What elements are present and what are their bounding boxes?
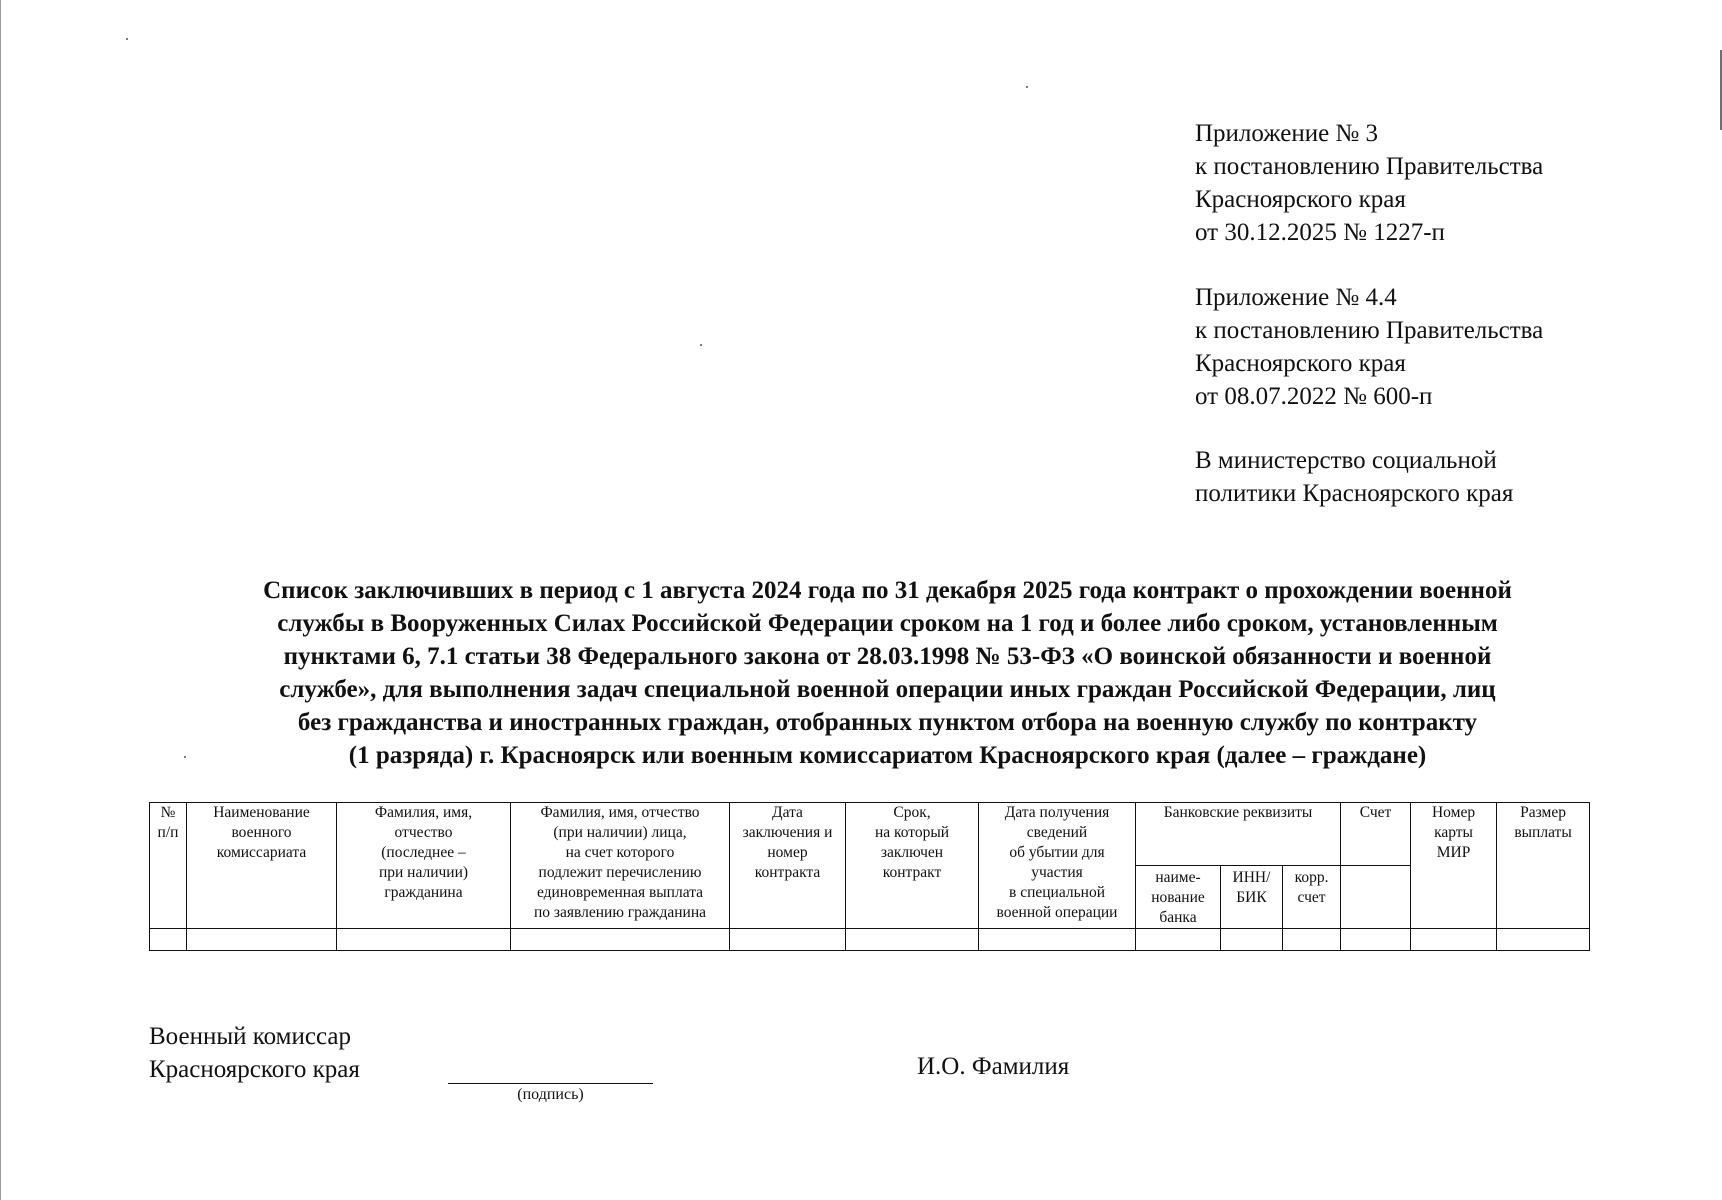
col-header-payee-name: Фамилия, имя, отчество (при наличии) лица, на счет которого подлежит перечислению единовременная выплата по заявлению гражданина bbox=[511, 803, 730, 929]
table-cell bbox=[511, 929, 730, 951]
table-cell bbox=[337, 929, 511, 951]
col-header-inn-bik: ИНН/ БИК bbox=[1221, 866, 1283, 929]
scan-speck bbox=[126, 38, 128, 40]
table-cell bbox=[1411, 929, 1497, 951]
title-line: (1 разряда) г. Красноярск или военным комиссариатом Красноярского края (далее – граждане) bbox=[348, 742, 1427, 769]
document-title bbox=[150, 574, 1625, 772]
col-header-num: № п/п bbox=[150, 803, 187, 929]
scan-edge bbox=[0, 0, 1, 1200]
col-header-term: Срок, на который заключен контракт bbox=[846, 803, 979, 929]
appendix-4-4-block bbox=[1195, 281, 1543, 413]
signatory-line: Военный комиссар bbox=[149, 1023, 351, 1050]
signatory-position bbox=[149, 1020, 360, 1086]
register-table bbox=[149, 802, 1590, 951]
appendix-line: от 08.07.2022 № 600-п bbox=[1195, 383, 1433, 410]
title-line: пунктами 6, 7.1 статьи 38 Федерального закона от 28.03.1998 № 53-ФЗ «О воинской обязанности и военной bbox=[283, 643, 1492, 670]
col-header-loss-date: Дата получения сведений об убытии для участия в специальной военной операции bbox=[979, 803, 1136, 929]
table-cell bbox=[979, 929, 1136, 951]
title-line: без гражданства и иностранных граждан, отобранных пунктом отбора на военную службу по контракту bbox=[297, 709, 1478, 736]
table-cell bbox=[1283, 929, 1341, 951]
addressee-line: политики Красноярского края bbox=[1195, 480, 1514, 507]
signature-line bbox=[448, 1083, 653, 1084]
table-row bbox=[150, 929, 1590, 951]
table-cell bbox=[1136, 929, 1221, 951]
signature-caption: (подпись) bbox=[517, 1086, 584, 1103]
table-cell bbox=[846, 929, 979, 951]
appendix-line: к постановлению Правительства bbox=[1195, 317, 1544, 344]
table-cell bbox=[187, 929, 337, 951]
table-cell bbox=[1341, 929, 1411, 951]
appendix-line: к постановлению Правительства bbox=[1195, 153, 1544, 180]
title-line: службе», для выполнения задач специальной военной операции иных граждан Российской Федерации, лиц bbox=[279, 676, 1496, 703]
col-header-payment-amount: Размер выплаты bbox=[1497, 803, 1590, 929]
addressee-block bbox=[1195, 444, 1513, 510]
col-header-account-sub bbox=[1341, 866, 1411, 929]
table-cell bbox=[1497, 929, 1590, 951]
table-cell bbox=[150, 929, 187, 951]
appendix-line: от 30.12.2025 № 1227-п bbox=[1195, 219, 1445, 246]
appendix-line: Красноярского края bbox=[1195, 350, 1406, 377]
col-header-bank-name: наиме- нование банка bbox=[1136, 866, 1221, 929]
col-header-corr-account: корр. счет bbox=[1283, 866, 1341, 929]
col-header-mir-card: Номер карты МИР bbox=[1411, 803, 1497, 929]
appendix-line: Приложение № 4.4 bbox=[1195, 284, 1397, 311]
scan-speck bbox=[1026, 86, 1028, 88]
appendix-3-block bbox=[1195, 117, 1543, 249]
title-line: службы в Вооруженных Силах Российской Федерации сроком на 1 год и более либо сроком, установленным bbox=[277, 610, 1498, 637]
header-row bbox=[150, 803, 1590, 866]
signatory-line: Красноярского края bbox=[149, 1056, 360, 1083]
title-line: Список заключивших в период с 1 августа 2024 года по 31 декабря 2025 года контракт о прохождении военной bbox=[263, 577, 1512, 604]
col-header-bank-details: Банковские реквизиты bbox=[1136, 803, 1341, 866]
col-header-account: Счет bbox=[1341, 803, 1411, 866]
addressee-line: В министерство социальной bbox=[1195, 447, 1497, 474]
table-cell bbox=[730, 929, 846, 951]
appendix-line: Красноярского края bbox=[1195, 186, 1406, 213]
table-cell bbox=[1221, 929, 1283, 951]
scan-speck bbox=[700, 344, 702, 346]
col-header-contract-date: Дата заключения и номер контракта bbox=[730, 803, 846, 929]
signatory-name: И.О. Фамилия bbox=[917, 1053, 1070, 1080]
col-header-commissariat: Наименование военного комиссариата bbox=[187, 803, 337, 929]
appendix-line: Приложение № 3 bbox=[1195, 120, 1379, 147]
col-header-citizen-name: Фамилия, имя, отчество (последнее – при наличии) гражданина bbox=[337, 803, 511, 929]
